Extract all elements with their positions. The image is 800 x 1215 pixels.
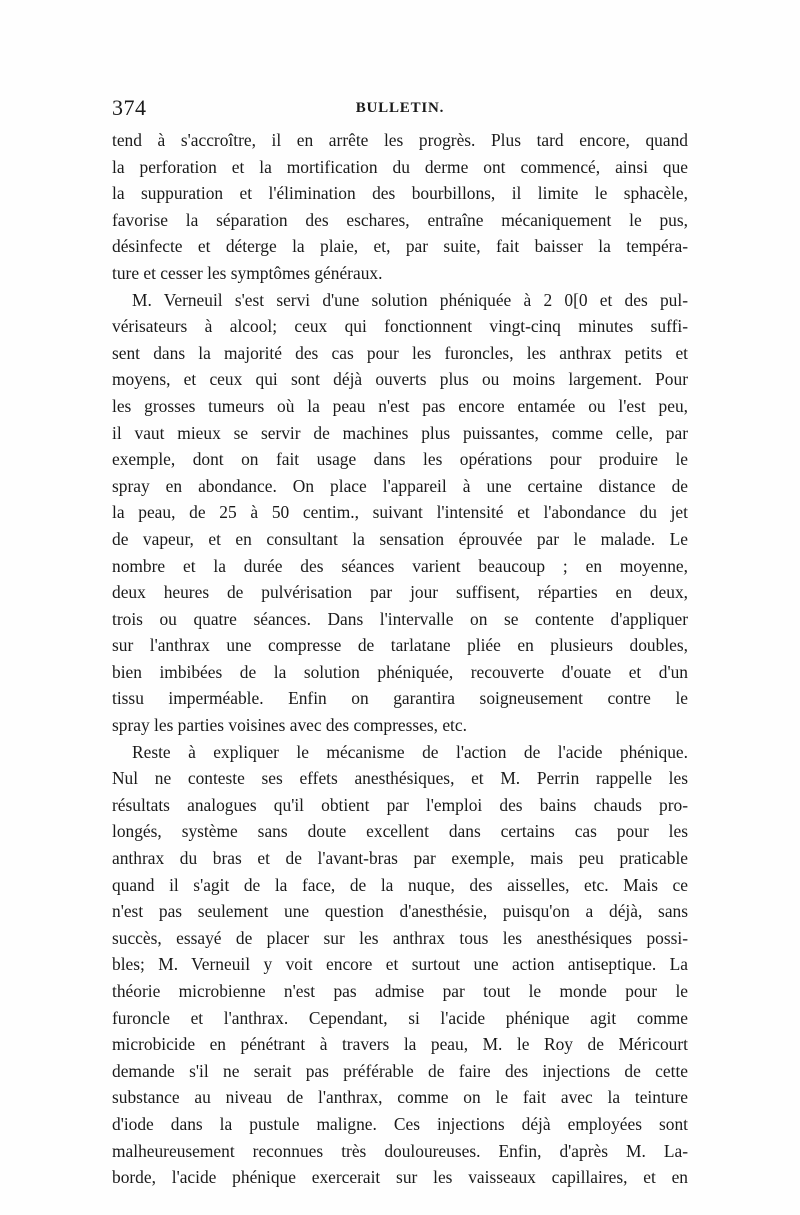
text-line: longés, système sans doute excellent dans certains cas pour les xyxy=(112,821,688,842)
text-line: n'est pas seulement une question d'anesthésie, puisqu'on a déjà, sans xyxy=(112,901,688,922)
text-line: substance au niveau de l'anthrax, comme on le fait avec la teinture xyxy=(112,1087,688,1108)
text-line: d'iode dans la pustule maligne. Ces injections déjà employées sont xyxy=(112,1113,688,1134)
text-line: la peau, de 25 à 50 centim., suivant l'intensité et l'abondance du jet xyxy=(112,502,688,523)
text-line: bles; M. Verneuil y voit encore et surtout une action antiseptique. La xyxy=(112,954,688,975)
text-line: spray les parties voisines avec des compresses, etc. xyxy=(112,715,467,736)
text-line: les grosses tumeurs où la peau n'est pas encore entamée ou l'est peu, xyxy=(112,395,688,416)
text-line: moyens, et ceux qui sont déjà ouverts plus ou moins largement. Pour xyxy=(112,369,688,390)
text-line: anthrax du bras et de l'avant-bras par exemple, mais peu praticable xyxy=(112,848,688,869)
text-line: quand il s'agit de la face, de la nuque, des aisselles, etc. Mais ce xyxy=(112,874,688,895)
text-line: exemple, dont on fait usage dans les opérations pour produire le xyxy=(112,449,688,470)
text-line: ture et cesser les symptômes généraux. xyxy=(112,262,383,283)
text-line: théorie microbienne n'est pas admise par tout le monde pour le xyxy=(112,981,688,1001)
text-line: bien imbibées de la solution phéniquée, recouverte d'ouate et d'un xyxy=(112,661,688,682)
text-line: la suppuration et l'élimination des bourbillons, il limite le sphacèle, xyxy=(112,183,688,204)
running-title: BULLETIN. xyxy=(355,100,445,116)
text-line: Reste à expliquer le mécanisme de l'action de l'acide phénique. xyxy=(132,741,688,762)
text-line: la perforation et la mortification du derme ont commencé, ainsi que xyxy=(112,156,688,177)
text-line: favorise la séparation des eschares, entraîne mécaniquement le pus, xyxy=(112,209,688,230)
text-line: sent dans la majorité des cas pour les furoncles, les anthrax petits et xyxy=(112,342,688,363)
text-line: résultats analogues qu'il obtient par l'emploi des bains chauds pro- xyxy=(112,794,688,815)
text-line: borde, l'acide phénique exercerait sur les vaisseaux capillaires, et en xyxy=(112,1167,688,1188)
text-line: malheureusement reconnues très douloureuses. Enfin, d'après M. La- xyxy=(112,1140,688,1161)
text-line: sur l'anthrax une compresse de tarlatane pliée en plusieurs doubles, xyxy=(112,635,688,656)
text-line: de vapeur, et en consultant la sensation éprouvée par le malade. Le xyxy=(112,528,688,549)
body-text xyxy=(112,127,688,1191)
text-line: spray en abondance. On place l'appareil à une certaine distance de xyxy=(112,475,688,496)
text-line: microbicide en pénétrant à travers la peau, M. le Roy de Méricourt xyxy=(112,1034,688,1055)
page-number: 374 xyxy=(112,95,147,120)
text-line: désinfecte et déterge la plaie, et, par suite, fait baisser la tempéra- xyxy=(112,236,688,257)
text-line: vérisateurs à alcool; ceux qui fonctionnent vingt-cinq minutes suffi- xyxy=(112,316,688,337)
text-line: furoncle et l'anthrax. Cependant, si l'acide phénique agit comme xyxy=(112,1007,688,1028)
text-line: tend à s'accroître, il en arrête les progrès. Plus tard encore, quand xyxy=(112,130,688,150)
text-line: il vaut mieux se servir de machines plus puissantes, comme celle, par xyxy=(112,422,688,443)
text-line: demande s'il ne serait pas préférable de faire des injections de cette xyxy=(112,1060,688,1081)
text-line: M. Verneuil s'est servi d'une solution phéniquée à 2 0[0 et des pul- xyxy=(132,289,688,310)
text-line: deux heures de pulvérisation par jour suffisent, réparties en deux, xyxy=(112,582,688,603)
running-head xyxy=(112,93,688,123)
text-line: succès, essayé de placer sur les anthrax tous les anesthésiques possi- xyxy=(112,927,688,948)
text-line: nombre et la durée des séances varient beaucoup ; en moyenne, xyxy=(112,555,688,576)
text-line: Nul ne conteste ses effets anesthésiques, et M. Perrin rappelle les xyxy=(112,768,688,789)
text-line: tissu imperméable. Enfin on garantira soigneusement contre le xyxy=(112,688,688,709)
text-line: trois ou quatre séances. Dans l'intervalle on se contente d'appliquer xyxy=(112,608,688,629)
